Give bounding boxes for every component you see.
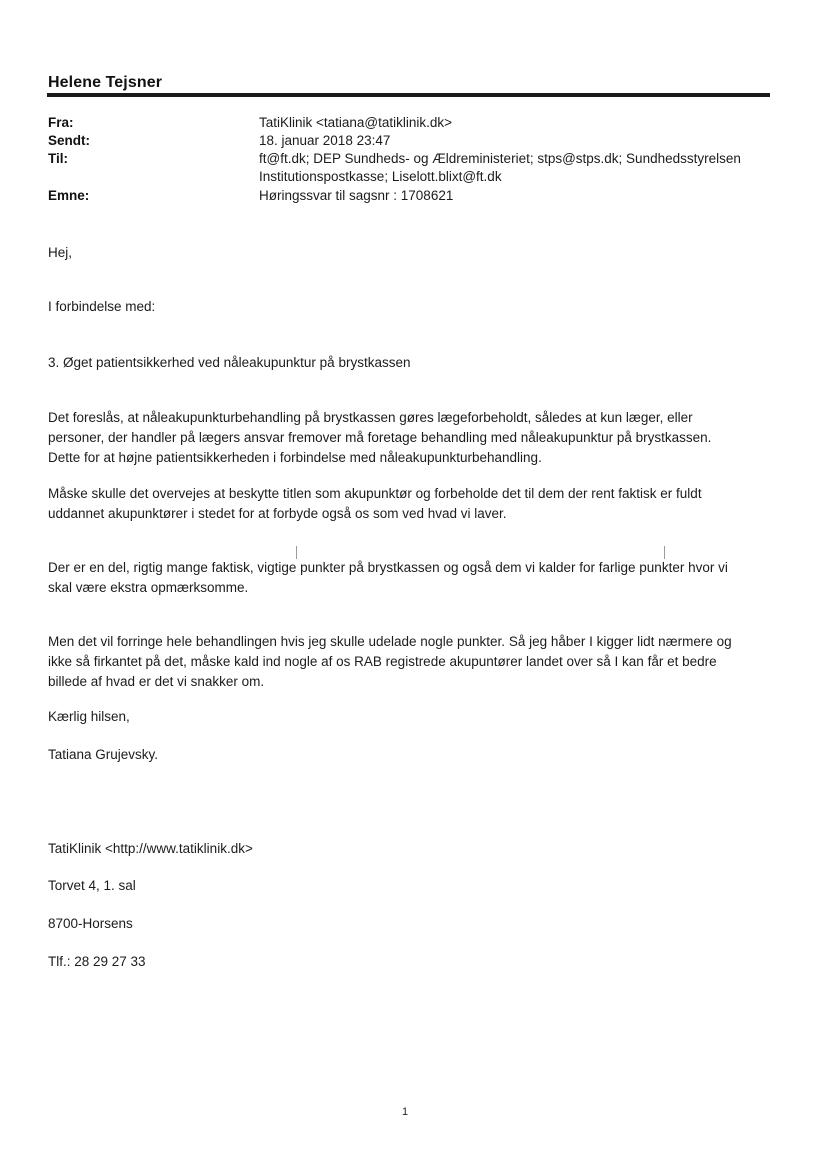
clinic-info xyxy=(48,839,788,859)
to-value: ft@ft.dk; DEP Sundheds- og Ældreministeriet; stps@stps.dk; Sundhedsstyrelsen xyxy=(259,151,741,166)
paragraph-line: billede af hvad er det vi snakker om. xyxy=(48,674,265,689)
paragraph-line: Dette for at højne patientsikkerheden i forbindelse med nåleakupunkturbehandling. xyxy=(48,450,542,465)
topic xyxy=(48,353,788,373)
header-divider xyxy=(47,93,770,97)
address-city xyxy=(48,914,788,934)
paragraph-1 xyxy=(48,408,788,468)
paragraph-4 xyxy=(48,632,788,692)
from-label: Fra: xyxy=(48,115,74,130)
signature xyxy=(48,745,788,765)
sent-label: Sendt: xyxy=(48,133,90,148)
city-text: 8700-Horsens xyxy=(48,916,133,931)
street-text: Torvet 4, 1. sal xyxy=(48,878,136,893)
to-value-continued: Institutionspostkasse; Liselott.blixt@ft.dk xyxy=(259,169,502,184)
intro xyxy=(48,297,788,317)
paragraph-line: uddannet akupunktører i stedet for at forbyde også os som ved hvad vi laver. xyxy=(48,506,507,521)
paragraph-line: personer, der handler på lægers ansvar fremover må foretage behandling med nåleakupunktur på brystkassen. xyxy=(48,430,712,445)
paragraph-line: skal være ekstra opmærksomme. xyxy=(48,580,249,595)
scan-artifact xyxy=(664,546,665,559)
to-label: Til: xyxy=(48,151,68,166)
phone-text: Tlf.: 28 29 27 33 xyxy=(48,954,146,969)
signature-name: Tatiana Grujevsky. xyxy=(48,747,159,762)
subject-label: Emne: xyxy=(48,188,90,203)
subject-value: Høringssvar til sagsnr : 1708621 xyxy=(259,188,454,203)
sender-name: Helene Tejsner xyxy=(48,74,163,91)
phone xyxy=(48,952,788,972)
paragraph-line: Der er en del, rigtig mange faktisk, vigtige punkter på brystkassen og også dem vi kalder for farlige punkter hvor vi xyxy=(48,560,728,575)
paragraph-3 xyxy=(48,558,788,598)
sent-value: 18. januar 2018 23:47 xyxy=(259,133,391,148)
paragraph-2 xyxy=(48,484,788,524)
scan-artifact xyxy=(296,546,297,559)
paragraph-line: Men det vil forringe hele behandlingen hvis jeg skulle udelade nogle punkter. Så jeg håber I kigger lidt nærmere og xyxy=(48,634,732,649)
paragraph-line: Måske skulle det overvejes at beskytte titlen som akupunktør og forbeholde det til dem der rent faktisk er fuldt xyxy=(48,486,702,501)
from-value: TatiKlinik <tatiana@tatiklinik.dk> xyxy=(259,115,453,130)
paragraph-line: Det foreslås, at nåleakupunkturbehandling på brystkassen gøres lægeforbeholdt, således at kun læger, eller xyxy=(48,410,693,425)
paragraph-line: ikke så firkantet på det, måske kald ind nogle af os RAB registrede akupuntører landet over så I kan får et bedre xyxy=(48,654,717,669)
intro-text: I forbindelse med: xyxy=(48,299,156,314)
page-number: 1 xyxy=(402,1106,409,1118)
closing-text: Kærlig hilsen, xyxy=(48,709,130,724)
greeting xyxy=(48,243,788,263)
closing xyxy=(48,707,788,727)
greeting-text: Hej, xyxy=(48,245,73,260)
topic-text: 3. Øget patientsikkerhed ved nåleakupunktur på brystkassen xyxy=(48,355,411,370)
clinic-name: TatiKlinik <http://www.tatiklinik.dk> xyxy=(48,841,253,856)
address-street xyxy=(48,876,788,896)
